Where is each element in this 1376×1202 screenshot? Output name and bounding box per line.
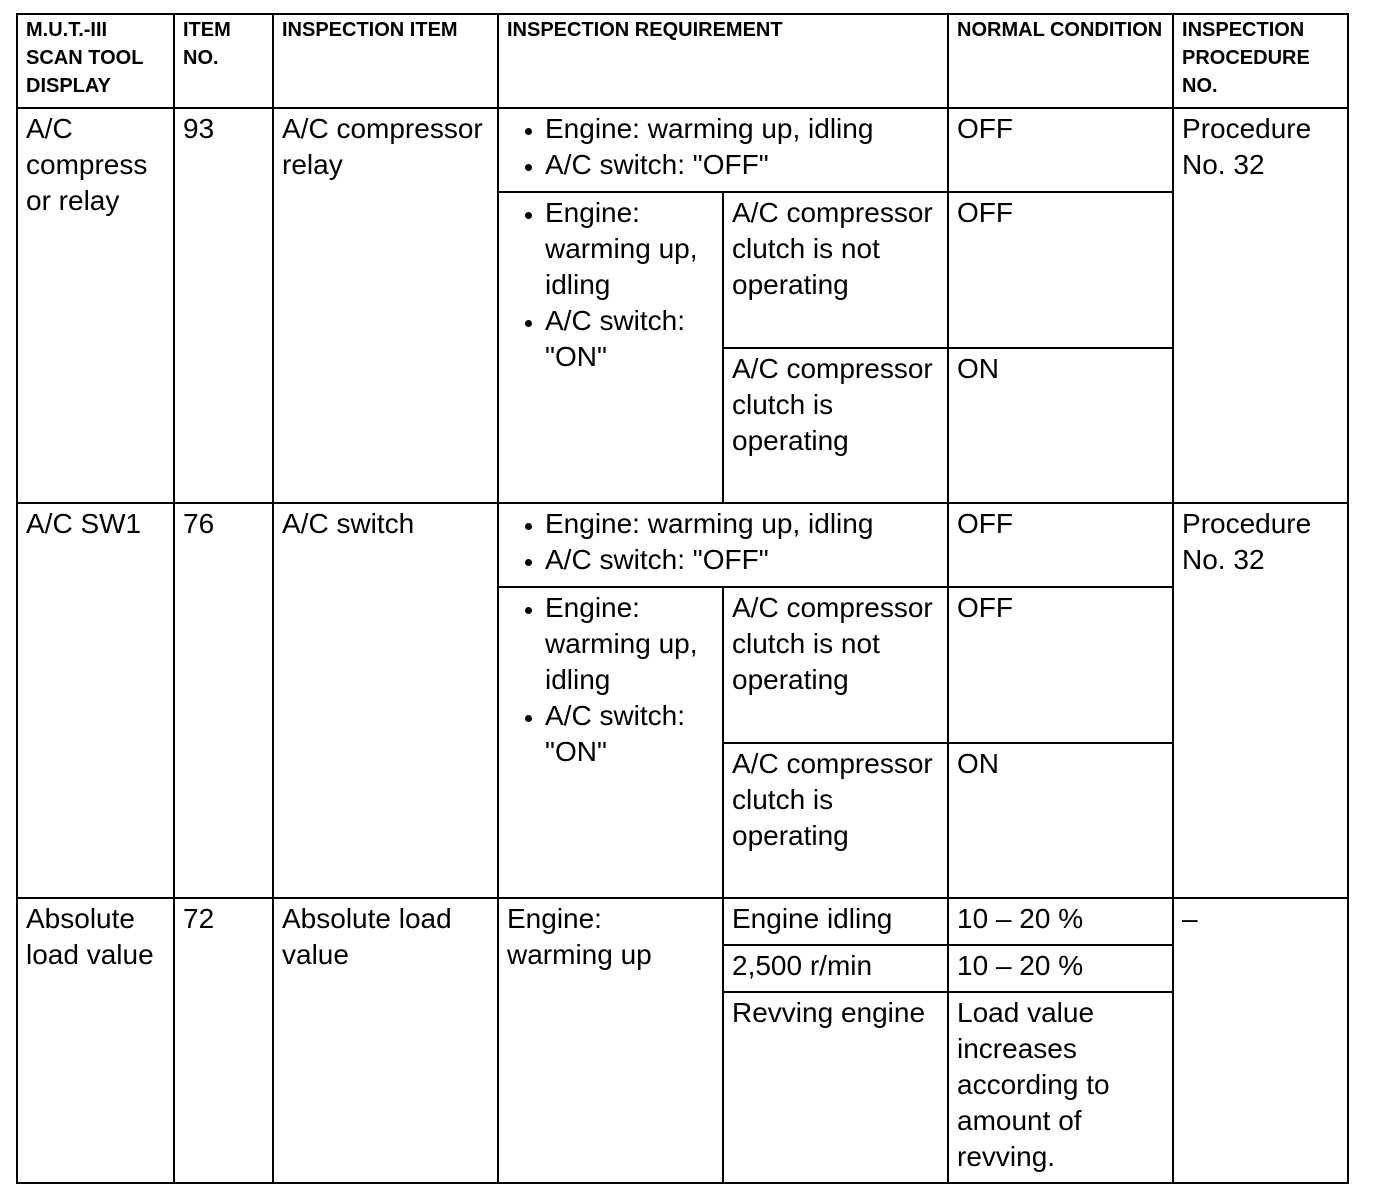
- procedure-cell: –: [1173, 898, 1348, 1183]
- normal-condition-cell: OFF: [948, 503, 1173, 587]
- item-no-cell: 93: [174, 108, 273, 503]
- normal-condition-cell: 10 – 20 %: [948, 898, 1173, 945]
- inspection-item-cell: Absolute load value: [273, 898, 498, 1183]
- requirement-cell: [498, 503, 948, 587]
- inspection-item-cell: A/C switch: [273, 503, 498, 898]
- condition-cell: A/C compressor clutch is operating: [723, 348, 948, 503]
- normal-condition-cell: OFF: [948, 192, 1173, 347]
- condition-cell: A/C compressor clutch is not operating: [723, 587, 948, 742]
- item-no-cell: 72: [174, 898, 273, 1183]
- list-item: • A/C switch: "OFF": [545, 542, 939, 578]
- list-item: • Engine: warming up, idling: [545, 195, 714, 303]
- condition-cell: A/C compressor clutch is operating: [723, 743, 948, 898]
- table-row: [17, 503, 1348, 587]
- list-item: • A/C switch: "OFF": [545, 147, 939, 183]
- table-row: [17, 898, 1348, 945]
- requirement-list: [507, 195, 714, 375]
- normal-condition-cell: Load value increases according to amount of revving.: [948, 992, 1173, 1183]
- requirement-cell: [498, 587, 723, 898]
- procedure-cell: Procedure No. 32: [1173, 108, 1348, 503]
- list-item: • Engine: warming up, idling: [545, 590, 714, 698]
- item-no-cell: 76: [174, 503, 273, 898]
- display-cell: Absolute load value: [17, 898, 174, 1183]
- display-cell: A/C compress or relay: [17, 108, 174, 503]
- header-inspection-item: INSPECTION ITEM: [273, 14, 498, 108]
- condition-cell: Engine idling: [723, 898, 948, 945]
- table-row: [17, 108, 1348, 192]
- requirement-list: [507, 506, 939, 578]
- header-requirement: INSPECTION REQUIREMENT: [498, 14, 948, 108]
- normal-condition-cell: OFF: [948, 108, 1173, 192]
- inspection-table: [16, 13, 1349, 1184]
- list-item: • A/C switch: "ON": [545, 303, 714, 375]
- requirement-cell: [498, 192, 723, 503]
- condition-cell: A/C compressor clutch is not operating: [723, 192, 948, 347]
- normal-condition-cell: ON: [948, 743, 1173, 898]
- list-item: • Engine: warming up, idling: [545, 506, 939, 542]
- procedure-cell: Procedure No. 32: [1173, 503, 1348, 898]
- header-row: [17, 14, 1348, 108]
- normal-condition-cell: OFF: [948, 587, 1173, 742]
- requirement-cell: Engine: warming up: [498, 898, 723, 1183]
- header-normal-condition: NORMAL CONDITION: [948, 14, 1173, 108]
- normal-condition-cell: 10 – 20 %: [948, 945, 1173, 992]
- header-procedure: INSPECTION PROCEDURE NO.: [1173, 14, 1348, 108]
- inspection-item-cell: A/C compressor relay: [273, 108, 498, 503]
- list-item: • Engine: warming up, idling: [545, 111, 939, 147]
- header-item-no: ITEM NO.: [174, 14, 273, 108]
- requirement-list: [507, 111, 939, 183]
- header-display: M.U.T.-III SCAN TOOL DISPLAY: [17, 14, 174, 108]
- list-item: • A/C switch: "ON": [545, 698, 714, 770]
- requirement-cell: [498, 108, 948, 192]
- requirement-list: [507, 590, 714, 770]
- display-cell: A/C SW1: [17, 503, 174, 898]
- normal-condition-cell: ON: [948, 348, 1173, 503]
- condition-cell: Revving engine: [723, 992, 948, 1183]
- condition-cell: 2,500 r/min: [723, 945, 948, 992]
